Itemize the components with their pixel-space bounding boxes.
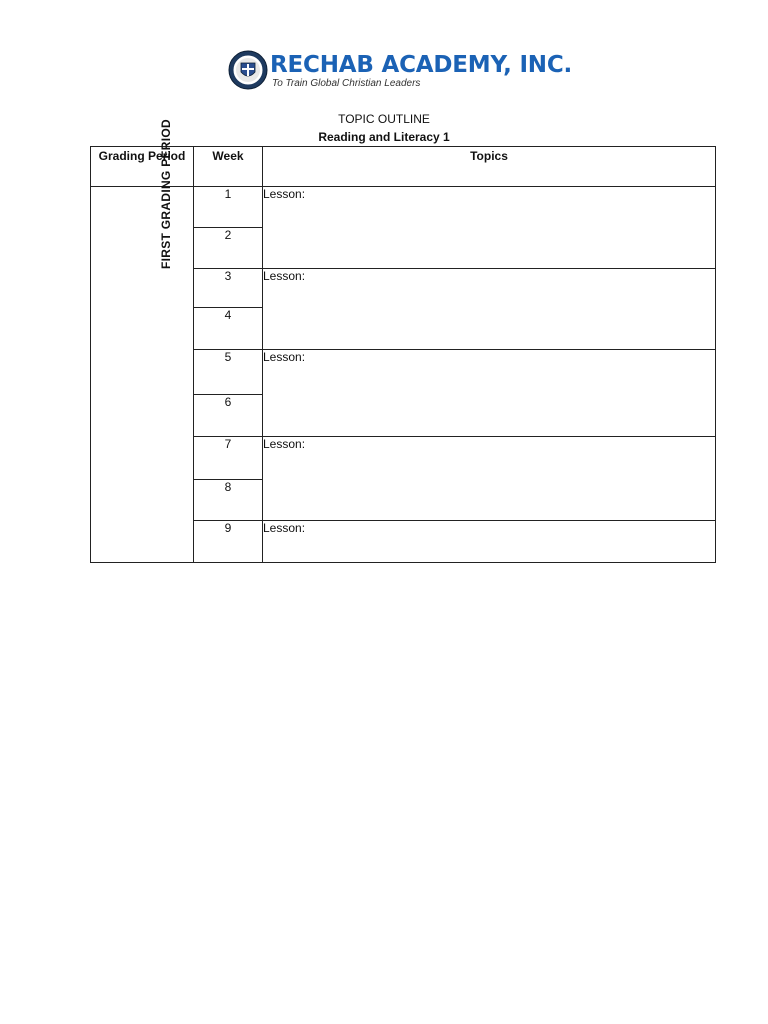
week-cell: 4 [194, 308, 263, 350]
week-cell: 5 [194, 350, 263, 395]
lesson-cell[interactable]: Lesson: [263, 269, 716, 350]
lesson-cell[interactable]: Lesson: [263, 350, 716, 437]
grading-period-label: FIRST GRADING PERIOD [159, 118, 174, 270]
document-title: TOPIC OUTLINE [338, 112, 430, 126]
table-row [91, 187, 716, 228]
lesson-cell[interactable]: Lesson: [263, 521, 716, 563]
school-seal-icon [228, 50, 268, 90]
week-cell: 8 [194, 480, 263, 521]
week-cell: 2 [194, 228, 263, 269]
week-cell: 9 [194, 521, 263, 563]
week-cell: 1 [194, 187, 263, 228]
week-cell: 7 [194, 437, 263, 480]
grading-period-cell [91, 118, 194, 563]
week-cell: 3 [194, 269, 263, 308]
school-motto: To Train Global Christian Leaders [272, 78, 421, 89]
lesson-cell[interactable]: Lesson: [263, 187, 716, 269]
subject-title: Reading and Literacy 1 [318, 130, 450, 144]
week-cell: 6 [194, 395, 263, 437]
school-header [226, 48, 573, 94]
table-header-row [91, 147, 716, 187]
school-name: RECHAB ACADEMY, INC. [270, 52, 573, 78]
lesson-cell[interactable]: Lesson: [263, 437, 716, 521]
header-grading-period: Grading Period [91, 147, 194, 187]
header-topics: Topics [263, 147, 716, 187]
header-week: Week [194, 147, 263, 187]
